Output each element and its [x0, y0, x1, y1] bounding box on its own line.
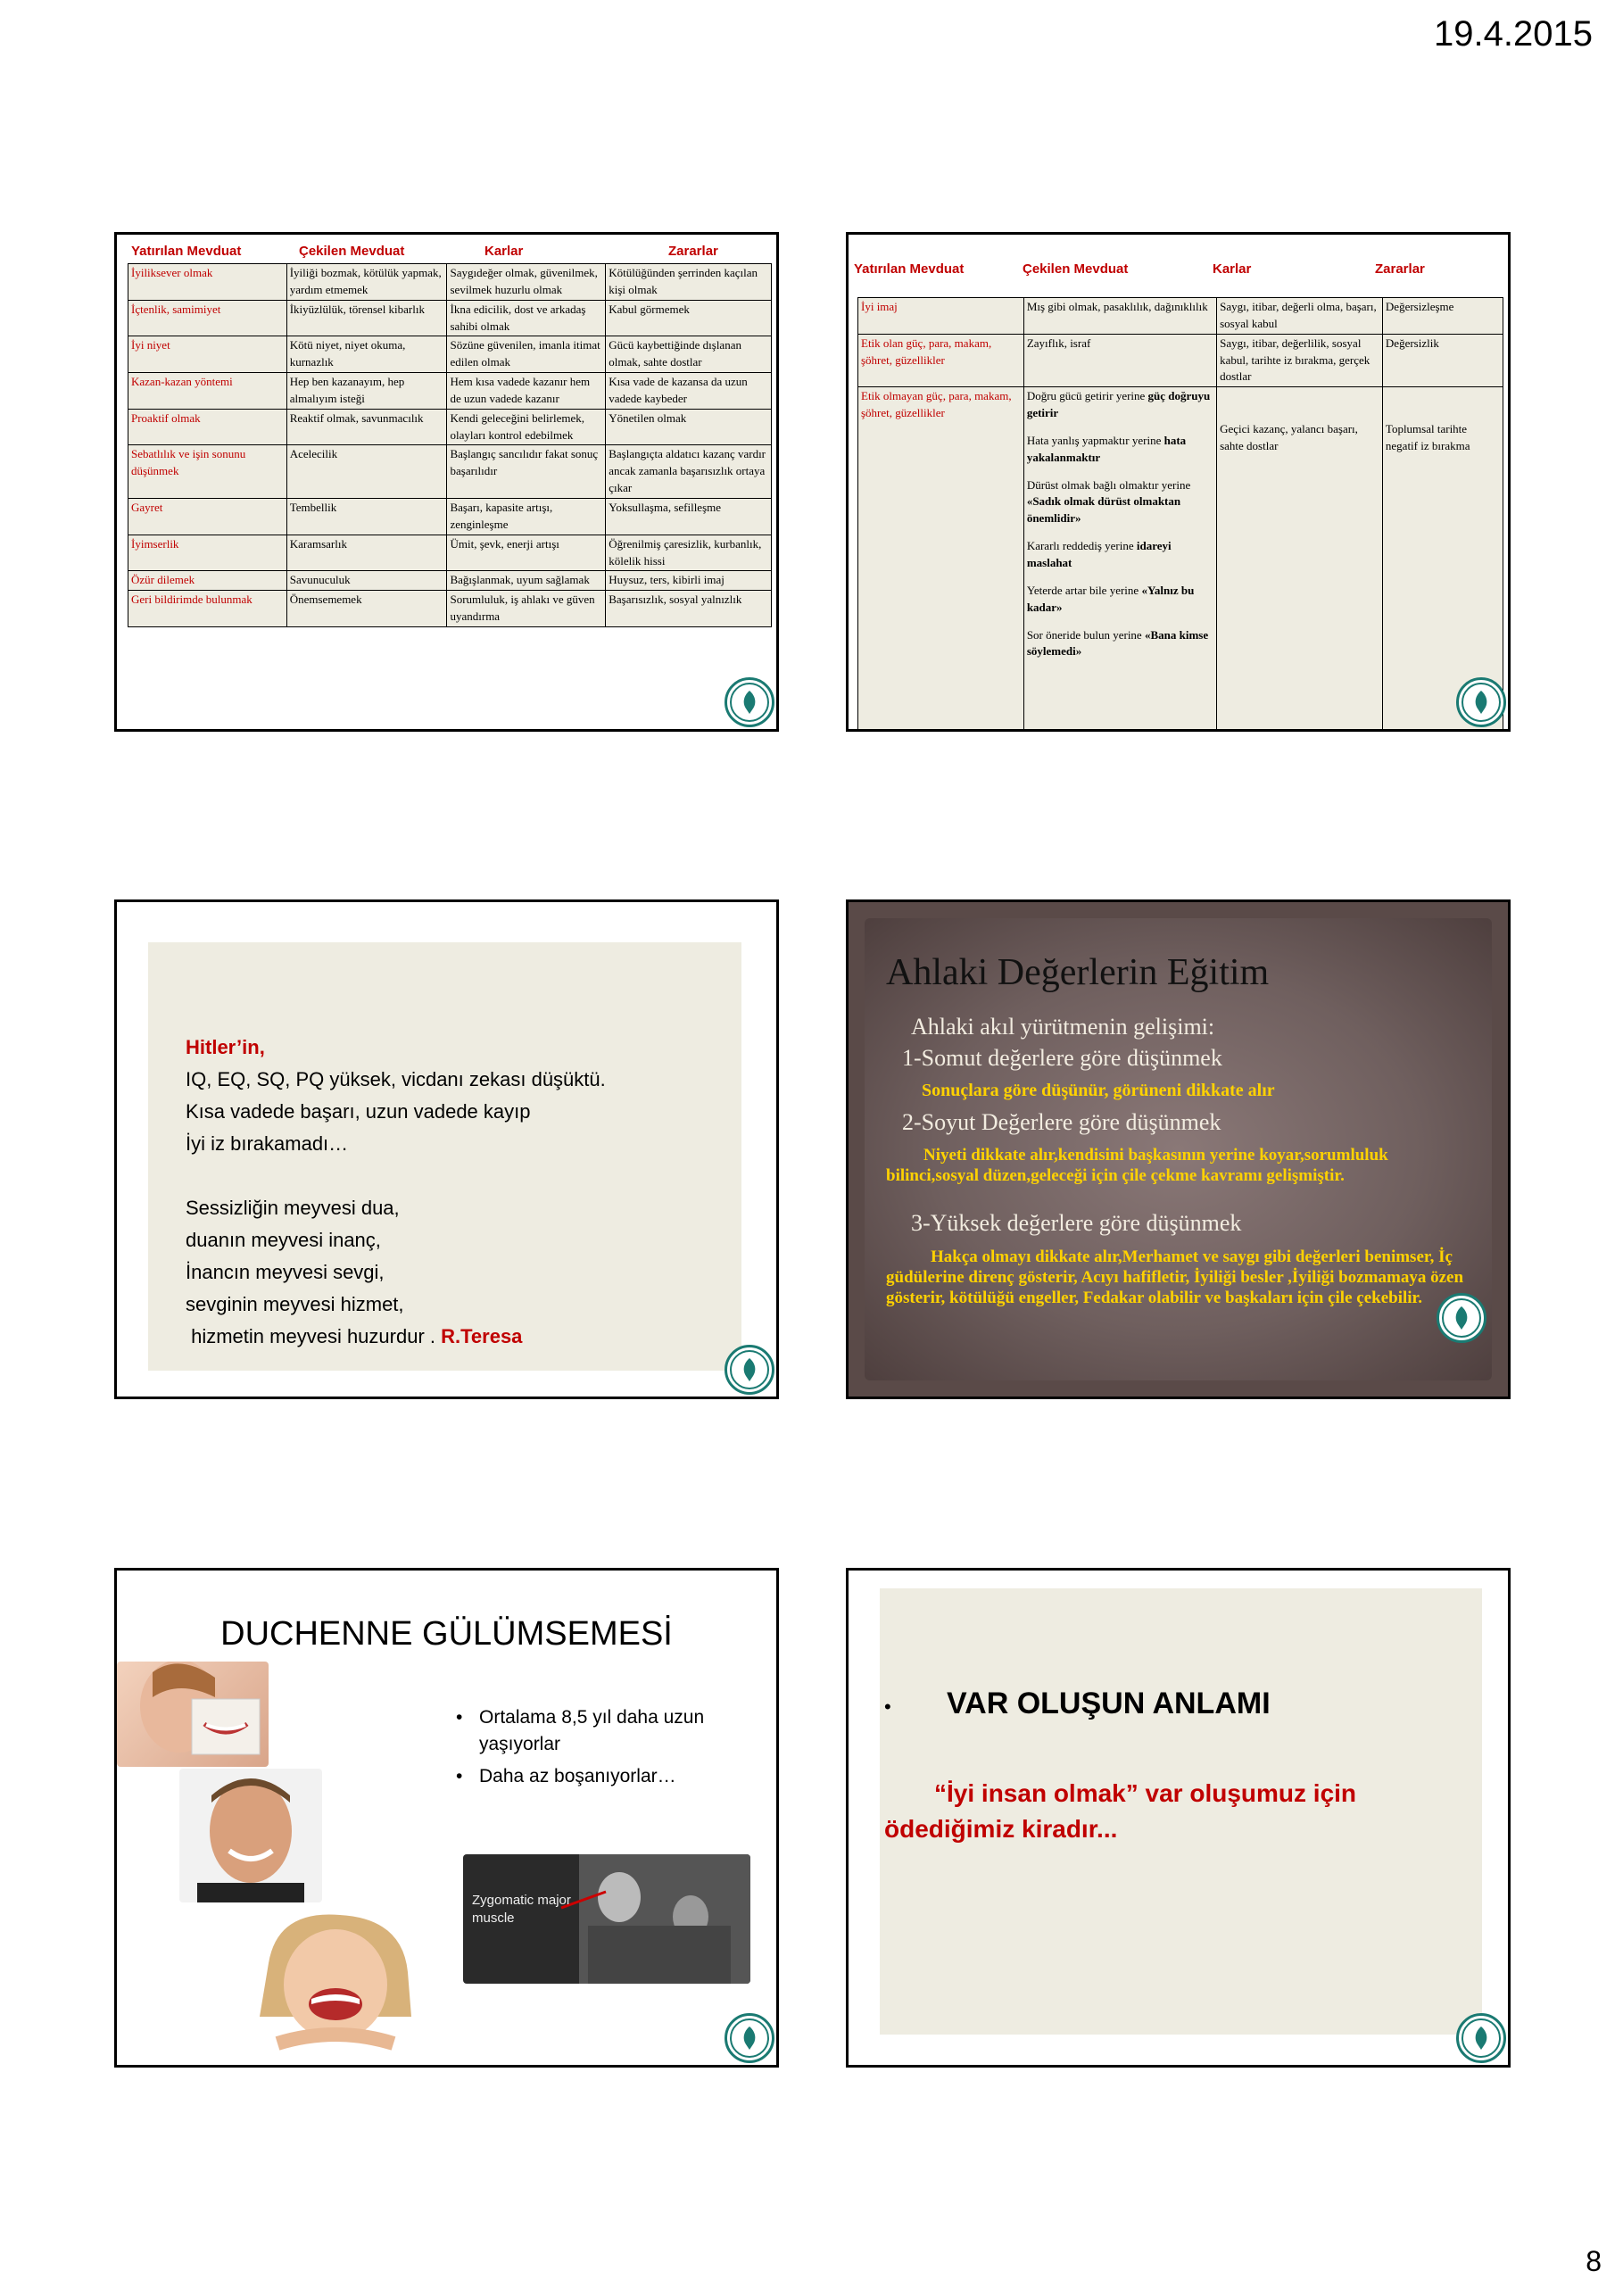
slide-6-meaning-of-existence — [846, 1568, 1511, 2068]
cell-paragraph — [1027, 538, 1213, 572]
slide-title: DUCHENNE GÜLÜMSEMESİ — [220, 1615, 673, 1653]
cell-bold: «Sadık olmak dürüst olmaktan önemlidir» — [1026, 494, 1181, 526]
cell-paragraph — [1027, 583, 1213, 617]
table-cell: Bağışlanmak, uyum sağlamak — [447, 571, 606, 591]
slide-5-duchenne-smile — [114, 1568, 779, 2068]
table-cell: Kazan-kazan yöntemi — [128, 373, 287, 410]
cell-paragraph — [1027, 388, 1213, 422]
table-cell: Sorumluluk, iş ahlakı ve güven uyandırma — [447, 591, 606, 627]
table-cell: Saygı, itibar, değerli olma, başarı, sosyal kabul — [1217, 298, 1383, 335]
table-cell: Kabul görmemek — [606, 300, 772, 336]
column-header: Yatırılan Mevduat — [854, 261, 965, 277]
table-row — [128, 300, 772, 336]
table-cell: Savunuculuk — [286, 571, 447, 591]
slide-1-deposit-table — [114, 232, 779, 732]
column-header: Zararlar — [668, 244, 718, 259]
tree-icon — [729, 2018, 770, 2059]
slide-heading: VAR OLUŞUN ANLAMI — [947, 1687, 1271, 1720]
tree-icon — [1461, 2018, 1502, 2059]
poem-line: İnancın meyvesi sevgi, — [186, 1261, 385, 1283]
smiling-man-photo — [179, 1769, 322, 1902]
table-cell: Toplumsal tarihte negatif iz bırakma — [1382, 387, 1503, 732]
cell-paragraph — [1027, 433, 1213, 467]
table-cell-long — [1023, 387, 1216, 732]
quote-author: R.Teresa — [441, 1325, 523, 1347]
step-desc: Hakça olmayı dikkate alır,Merhamet ve saygı gibi değerleri benimser, İç güdülerine direnç gösterir, Acıyı hafifletir, İyiliği besler ,İyiliği bozmamaya özen gösterir, kötülüğü engeller, Fedakar olabilir ve başkaları için çile çekebilir. — [886, 1247, 1464, 1307]
header-date: 19.4.2015 — [1434, 14, 1593, 54]
bullet-marker: • — [884, 1695, 891, 1718]
table-cell: Öğrenilmiş çaresizlik, kurbanlık, kölelik hissi — [606, 535, 772, 571]
table-row — [128, 535, 772, 571]
table-cell: Acelecilik — [286, 445, 447, 499]
table-cell: Kötü niyet, niyet okuma, kurnazlık — [286, 336, 447, 373]
cell-paragraph — [1027, 627, 1213, 661]
table-row — [128, 591, 772, 627]
table-cell: İyi niyet — [128, 336, 287, 373]
table-row — [128, 498, 772, 535]
column-header: Yatırılan Mevduat — [131, 244, 242, 259]
text-line: İyi iz bırakamadı… — [186, 1132, 349, 1155]
tree-icon — [729, 1349, 770, 1390]
slide-2-deposit-table — [846, 232, 1511, 732]
text-panel — [148, 942, 741, 1371]
poem-last: hizmetin meyvesi huzurdur . — [186, 1325, 442, 1347]
university-logo — [1437, 1293, 1486, 1343]
cell-plain: Doğru gücü getirir yerine — [1026, 389, 1148, 403]
tree-icon — [1461, 682, 1502, 723]
cell-bold: idareyi maslahat — [1026, 539, 1172, 569]
column-header: Çekilen Mevduat — [1023, 261, 1129, 277]
table-cell: Proaktif olmak — [128, 409, 287, 445]
table-cell: Ümit, şevk, enerji artışı — [447, 535, 606, 571]
slide-quote: “İyi insan olmak” var oluşumuz için ödediğimiz kiradır... — [884, 1779, 1357, 1843]
step-desc: Niyeti dikkate alır,kendisini başkasının yerine koyar,sorumluluk bilinci,sosyal düzen,geleceği için çile çekme kavramı gelişmiştir. — [886, 1146, 1388, 1185]
bullet-list — [456, 1704, 776, 1795]
slide-3-hitler-teresa — [114, 899, 779, 1399]
step-line: 1-Somut değerlere göre düşünmek — [902, 1045, 1222, 1071]
table-cell: Gücü kaybettiğinde dışlanan olmak, sahte dostlar — [606, 336, 772, 373]
university-logo — [725, 2013, 774, 2063]
step-line: 3-Yüksek değerlere göre düşünmek — [911, 1210, 1242, 1236]
table-cell: İyi imaj — [858, 298, 1024, 335]
table-cell: İyimserlik — [128, 535, 287, 571]
deposit-table-2 — [857, 297, 1503, 732]
table-cell: Başlangıç sancılıdır fakat sonuç başarılıdır — [447, 445, 606, 499]
table-row — [128, 264, 772, 301]
table-cell: Önemsememek — [286, 591, 447, 627]
table-cell: İçtenlik, samimiyet — [128, 300, 287, 336]
tree-icon — [729, 682, 770, 723]
university-logo — [725, 677, 774, 727]
slide-4-moral-values — [846, 899, 1511, 1399]
laughing-woman-photo — [242, 1910, 429, 2057]
cell-paragraph — [1027, 477, 1213, 528]
poem-line — [186, 1321, 741, 1353]
table-cell: İkna edicilik, dost ve arkadaş sahibi olmak — [447, 300, 606, 336]
slide-title: Ahlaki Değerlerin Eğitim — [886, 952, 1270, 993]
photo-caption: Zygomatic major muscle — [472, 1893, 571, 1926]
table-cell: Değersizleşme — [1382, 298, 1503, 335]
table-row — [128, 373, 772, 410]
text-line: IQ, EQ, SQ, PQ yüksek, vicdanı zekası düşüktü. — [186, 1068, 606, 1090]
step-desc: Sonuçlara göre düşünür, görüneni dikkate alır — [922, 1081, 1275, 1100]
table-cell: Etik olan güç, para, makam, şöhret, güzellikler — [858, 334, 1024, 387]
slide-title: Hitler’in, — [186, 1036, 265, 1058]
smiling-woman-photo — [117, 1662, 269, 1767]
table-cell: Gayret — [128, 498, 287, 535]
table-cell: Kötülüğünden şerrinden kaçılan kişi olmak — [606, 264, 772, 301]
table-cell: Kısa vade de kazansa da uzun vadede kaybeder — [606, 373, 772, 410]
university-logo — [1456, 2013, 1506, 2063]
table-cell: İyiliği bozmak, kötülük yapmak, yardım etmemek — [286, 264, 447, 301]
table-cell: Saygı, itibar, değerlilik, sosyal kabul, tarihte iz bırakma, gerçek dostlar — [1217, 334, 1383, 387]
table-cell: Hem kısa vadede kazanır hem de uzun vadede kazanır — [447, 373, 606, 410]
table-cell: Saygıdeğer olmak, güvenilmek, sevilmek huzurlu olmak — [447, 264, 606, 301]
table-cell: Sözüne güvenilen, imanla itimat edilen olmak — [447, 336, 606, 373]
text-line: Kısa vadede başarı, uzun vadede kayıp — [186, 1100, 531, 1123]
table-cell: İkiyüzlülük, törensel kibarlık — [286, 300, 447, 336]
poem-line: sevginin meyvesi hizmet, — [186, 1293, 404, 1315]
deposit-table — [128, 263, 772, 627]
poem-line: duanın meyvesi inanç, — [186, 1229, 381, 1251]
table-cell: Hep ben kazanayım, hep almalıyım isteği — [286, 373, 447, 410]
table-cell: Tembellik — [286, 498, 447, 535]
table-cell: Geri bildirimde bulunmak — [128, 591, 287, 627]
table-cell: Reaktif olmak, savunmacılık — [286, 409, 447, 445]
column-header: Zararlar — [1375, 261, 1425, 277]
cell-plain: Kararlı reddediş yerine — [1026, 539, 1137, 553]
table-cell: Başarısızlık, sosyal yalnızlık — [606, 591, 772, 627]
table-cell: Değersizlik — [1382, 334, 1503, 387]
cell-bold: güç doğruyu getirir — [1026, 389, 1211, 420]
table-cell: Başarı, kapasite artışı, zenginleşme — [447, 498, 606, 535]
step-line: 2-Soyut Değerlere göre düşünmek — [902, 1109, 1221, 1135]
cell-bold: «Yalnız bu kadar» — [1026, 583, 1195, 614]
table-cell: Başlangıçta aldatıcı kazanç vardır ancak zamanla başarısızlık ortaya çıkar — [606, 445, 772, 499]
table-cell: Yönetilen olmak — [606, 409, 772, 445]
table-row — [128, 445, 772, 499]
table-cell: Mış gibi olmak, pasaklılık, dağınıklılık — [1023, 298, 1216, 335]
table-row — [128, 336, 772, 373]
list-item: • Daha az boşanıyorlar… — [456, 1763, 776, 1790]
table-cell: Karamsarlık — [286, 535, 447, 571]
table-cell: Geçici kazanç, yalancı başarı, sahte dostlar — [1217, 387, 1383, 732]
zygomatic-muscle-photo — [463, 1854, 750, 1984]
cell-bold: hata yakalanmaktır — [1026, 433, 1187, 464]
cell-plain: Yeterde artar bile yerine — [1026, 583, 1142, 597]
university-logo — [1456, 677, 1506, 727]
column-header: Çekilen Mevduat — [299, 244, 405, 259]
table-cell: Sebatlılık ve işin sonunu düşünmek — [128, 445, 287, 499]
table-cell: Huysuz, ters, kibirli imaj — [606, 571, 772, 591]
table-cell: Kendi geleceğini belirlemek, olayları kontrol edebilmek — [447, 409, 606, 445]
intro-line: Ahlaki akıl yürütmenin gelişimi: — [911, 1014, 1215, 1040]
cell-plain: Hata yanlış yapmaktır yerine — [1026, 433, 1164, 447]
table-cell: Etik olmayan güç, para, makam, şöhret, güzellikler — [858, 387, 1024, 732]
tree-icon — [1441, 1297, 1482, 1339]
text-panel — [880, 1588, 1482, 2035]
table-cell: Zayıflık, israf — [1023, 334, 1216, 387]
cell-bold: «Bana kimse söylemedi» — [1026, 627, 1209, 659]
table-cell: İyiliksever olmak — [128, 264, 287, 301]
university-logo — [725, 1345, 774, 1395]
cell-plain: Sor öneride bulun yerine — [1026, 627, 1145, 642]
table-row — [128, 409, 772, 445]
page-number: 8 — [1586, 2245, 1602, 2277]
table-cell: Özür dilemek — [128, 571, 287, 591]
poem-line: Sessizliğin meyvesi dua, — [186, 1197, 400, 1219]
table-cell: Yoksullaşma, sefilleşme — [606, 498, 772, 535]
list-item: • Ortalama 8,5 yıl daha uzun yaşıyorlar — [456, 1704, 776, 1758]
table-row — [128, 571, 772, 591]
column-header: Karlar — [484, 244, 524, 259]
column-header: Karlar — [1213, 261, 1252, 277]
cell-plain: Dürüst olmak bağlı olmaktır yerine — [1026, 477, 1194, 492]
